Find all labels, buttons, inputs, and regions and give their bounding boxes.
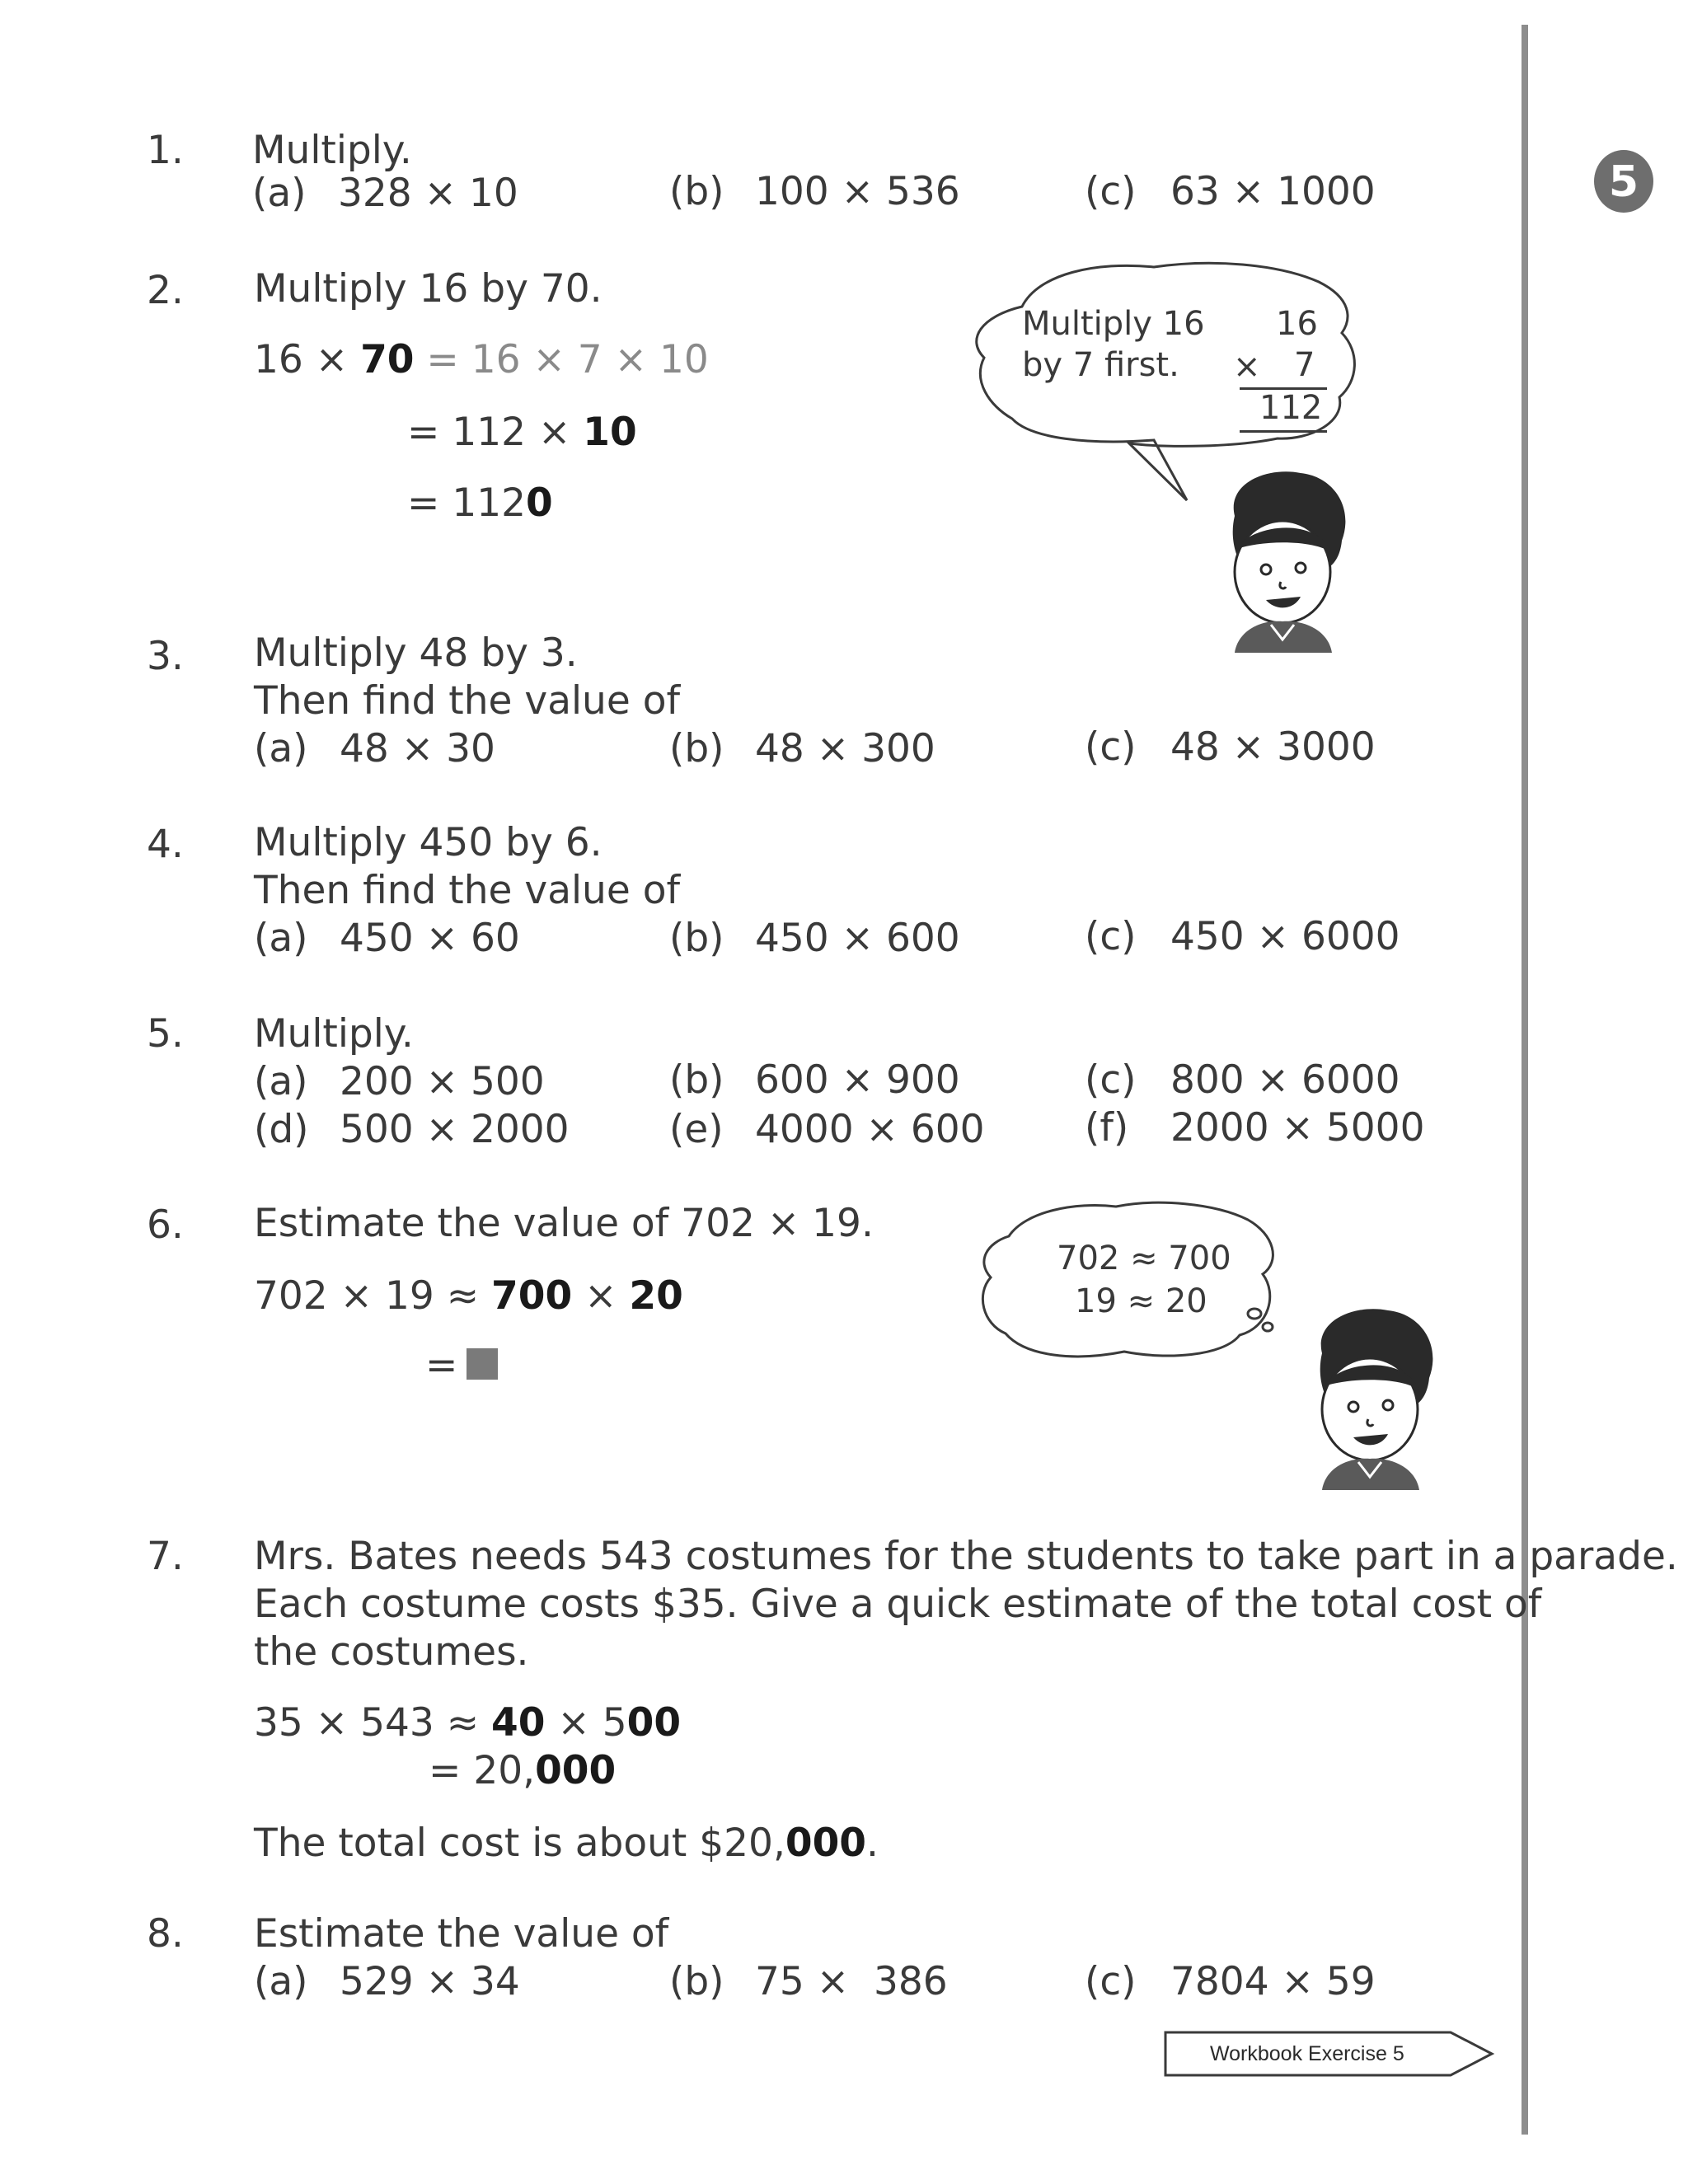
question-8-item-c [1085,1958,1376,2006]
bubble-hint-line-2: by 7 first. [1022,346,1179,384]
chapter-badge [1592,148,1655,214]
work-text: = 112 × [407,410,584,455]
workbook-tag-label: Workbook Exercise 5 [1210,2042,1404,2065]
question-8-instruction: Estimate the value of [254,1911,669,1957]
question-6-work-line-2 [425,1342,457,1390]
question-7-number: 7. [147,1534,184,1579]
item-label: (d) [254,1107,309,1152]
bubble-calc-top: 16 [1276,305,1318,343]
work-text: × [572,1273,630,1319]
item-label: (f) [1085,1105,1129,1151]
boy-illustration [1306,1304,1437,1490]
work-text: 702 × 19 ≈ [254,1273,492,1319]
item-expr: 2000 × 5000 [1170,1105,1425,1151]
question-6-instruction: Estimate the value of 702 × 19. [254,1201,874,1246]
item-label: (c) [1085,724,1137,770]
question-2-work-line-2 [407,409,637,457]
work-text: = 112 [407,480,527,526]
item-expr: 450 × 60 [340,916,520,961]
bubble-calc-operator: × [1233,348,1261,386]
thought-bubble-line-1: 702 ≈ 700 [1057,1240,1231,1277]
question-3-number: 3. [147,634,184,679]
thought-bubble-line-2: 19 ≈ 20 [1075,1282,1207,1320]
item-expr: 500 × 2000 [340,1107,570,1152]
question-5-item-c [1085,1057,1400,1104]
work-bold: 00 [626,1700,682,1746]
question-1-item-a [252,170,518,218]
item-label: (c) [1085,1057,1137,1103]
item-expr: 450 × 600 [755,916,960,961]
question-3-instruction: Multiply 48 by 3. [254,630,578,676]
question-7-text-line-3: the costumes. [254,1629,529,1675]
question-1-item-b [669,168,960,216]
question-4-instruction-2: Then find the value of [254,868,680,913]
question-3-item-a [254,725,495,773]
question-7-text-line-1: Mrs. Bates needs 543 costumes for the students to take part in a parade. [254,1534,1678,1579]
work-bold: 0 [526,480,553,526]
item-label: (c) [1085,1959,1137,2004]
item-label: (a) [252,171,307,216]
item-label: (b) [669,726,724,771]
question-8-item-a [254,1958,520,2006]
work-bold: 20 [629,1273,683,1319]
item-expr: 75 × 386 [755,1959,948,2004]
item-label: (a) [254,1059,308,1104]
work-text: × 5 [545,1700,627,1746]
item-expr: 63 × 1000 [1170,169,1376,214]
chapter-number: 5 [1608,157,1639,207]
work-text: 10 [659,337,709,382]
question-2-number: 2. [147,268,184,313]
item-label: (a) [254,916,308,961]
item-expr: 200 × 500 [340,1059,545,1104]
question-2-work-line-3 [407,480,553,527]
question-6-work-line-1 [254,1272,683,1320]
bubble-calc-line-bottom [1240,430,1327,433]
boy-illustration [1218,466,1350,653]
question-5-item-a [254,1058,545,1106]
item-label: (b) [669,1959,724,2004]
question-7-work-line-1 [254,1699,681,1747]
question-2-instruction: Multiply 16 by 70. [254,266,603,312]
work-bold: 000 [535,1748,617,1793]
answer-text: . [866,1821,879,1866]
margin-rule [1522,25,1528,2135]
question-5-number: 5. [147,1011,184,1057]
answer-bold: 000 [785,1821,867,1866]
question-8-item-b [669,1958,948,2006]
question-8-number: 8. [147,1911,184,1957]
question-7-work-line-2 [429,1747,616,1795]
question-3-instruction-2: Then find the value of [254,678,680,724]
item-expr: 450 × 6000 [1170,914,1400,959]
item-expr: 100 × 536 [755,169,960,214]
work-text: = 20, [429,1748,536,1793]
work-text: = 16 × 7 × [414,337,659,382]
item-expr: 48 × 300 [755,726,935,771]
item-expr: 328 × 10 [338,171,518,216]
item-expr: 48 × 30 [340,726,495,771]
item-label: (b) [669,916,724,961]
question-5-item-e [669,1106,985,1154]
item-expr: 4000 × 600 [755,1107,985,1152]
item-label: (b) [669,169,724,214]
work-bold: 70 [360,337,415,382]
question-4-instruction: Multiply 450 by 6. [254,820,603,865]
question-5-item-f [1085,1104,1424,1152]
work-text: 35 × 543 ≈ [254,1700,492,1746]
question-3-item-b [669,725,935,773]
item-label: (a) [254,726,308,771]
work-bold: 10 [583,410,637,455]
question-5-item-d [254,1106,570,1154]
answer-placeholder-square [467,1348,498,1380]
question-4-item-b [669,915,960,963]
work-bold: 700 [491,1273,573,1319]
bubble-calc-result: 112 [1259,389,1323,427]
item-expr: 800 × 6000 [1170,1057,1400,1103]
item-label: (b) [669,1057,724,1103]
item-expr: 529 × 34 [340,1959,520,2004]
item-label: (c) [1085,169,1137,214]
item-label: (e) [669,1107,724,1152]
question-7-answer [254,1820,879,1868]
question-5-item-b [669,1057,960,1104]
item-expr: 7804 × 59 [1170,1959,1376,2004]
work-text: 16 × [254,337,361,382]
work-bold: 40 [491,1700,546,1746]
question-3-item-c [1085,724,1376,771]
question-4-item-a [254,915,520,963]
question-1-instruction: Multiply. [252,128,412,173]
item-expr: 48 × 3000 [1170,724,1376,770]
question-6-number: 6. [147,1202,184,1248]
answer-text: The total cost is about $20, [254,1821,785,1866]
item-label: (c) [1085,914,1137,959]
work-text: = [425,1343,458,1388]
question-4-item-c [1085,913,1400,961]
item-label: (a) [254,1959,308,2004]
question-2-work-line-1 [254,336,709,384]
question-1-item-c [1085,168,1376,216]
question-1-number: 1. [147,128,184,173]
bubble-calc-multiplier: 7 [1294,346,1315,384]
item-expr: 600 × 900 [755,1057,960,1103]
bubble-hint-line-1: Multiply 16 [1022,305,1205,343]
question-5-instruction: Multiply. [254,1011,414,1057]
question-7-text-line-2: Each costume costs $35. Give a quick estimate of the total cost of [254,1582,1542,1627]
question-4-number: 4. [147,822,184,867]
